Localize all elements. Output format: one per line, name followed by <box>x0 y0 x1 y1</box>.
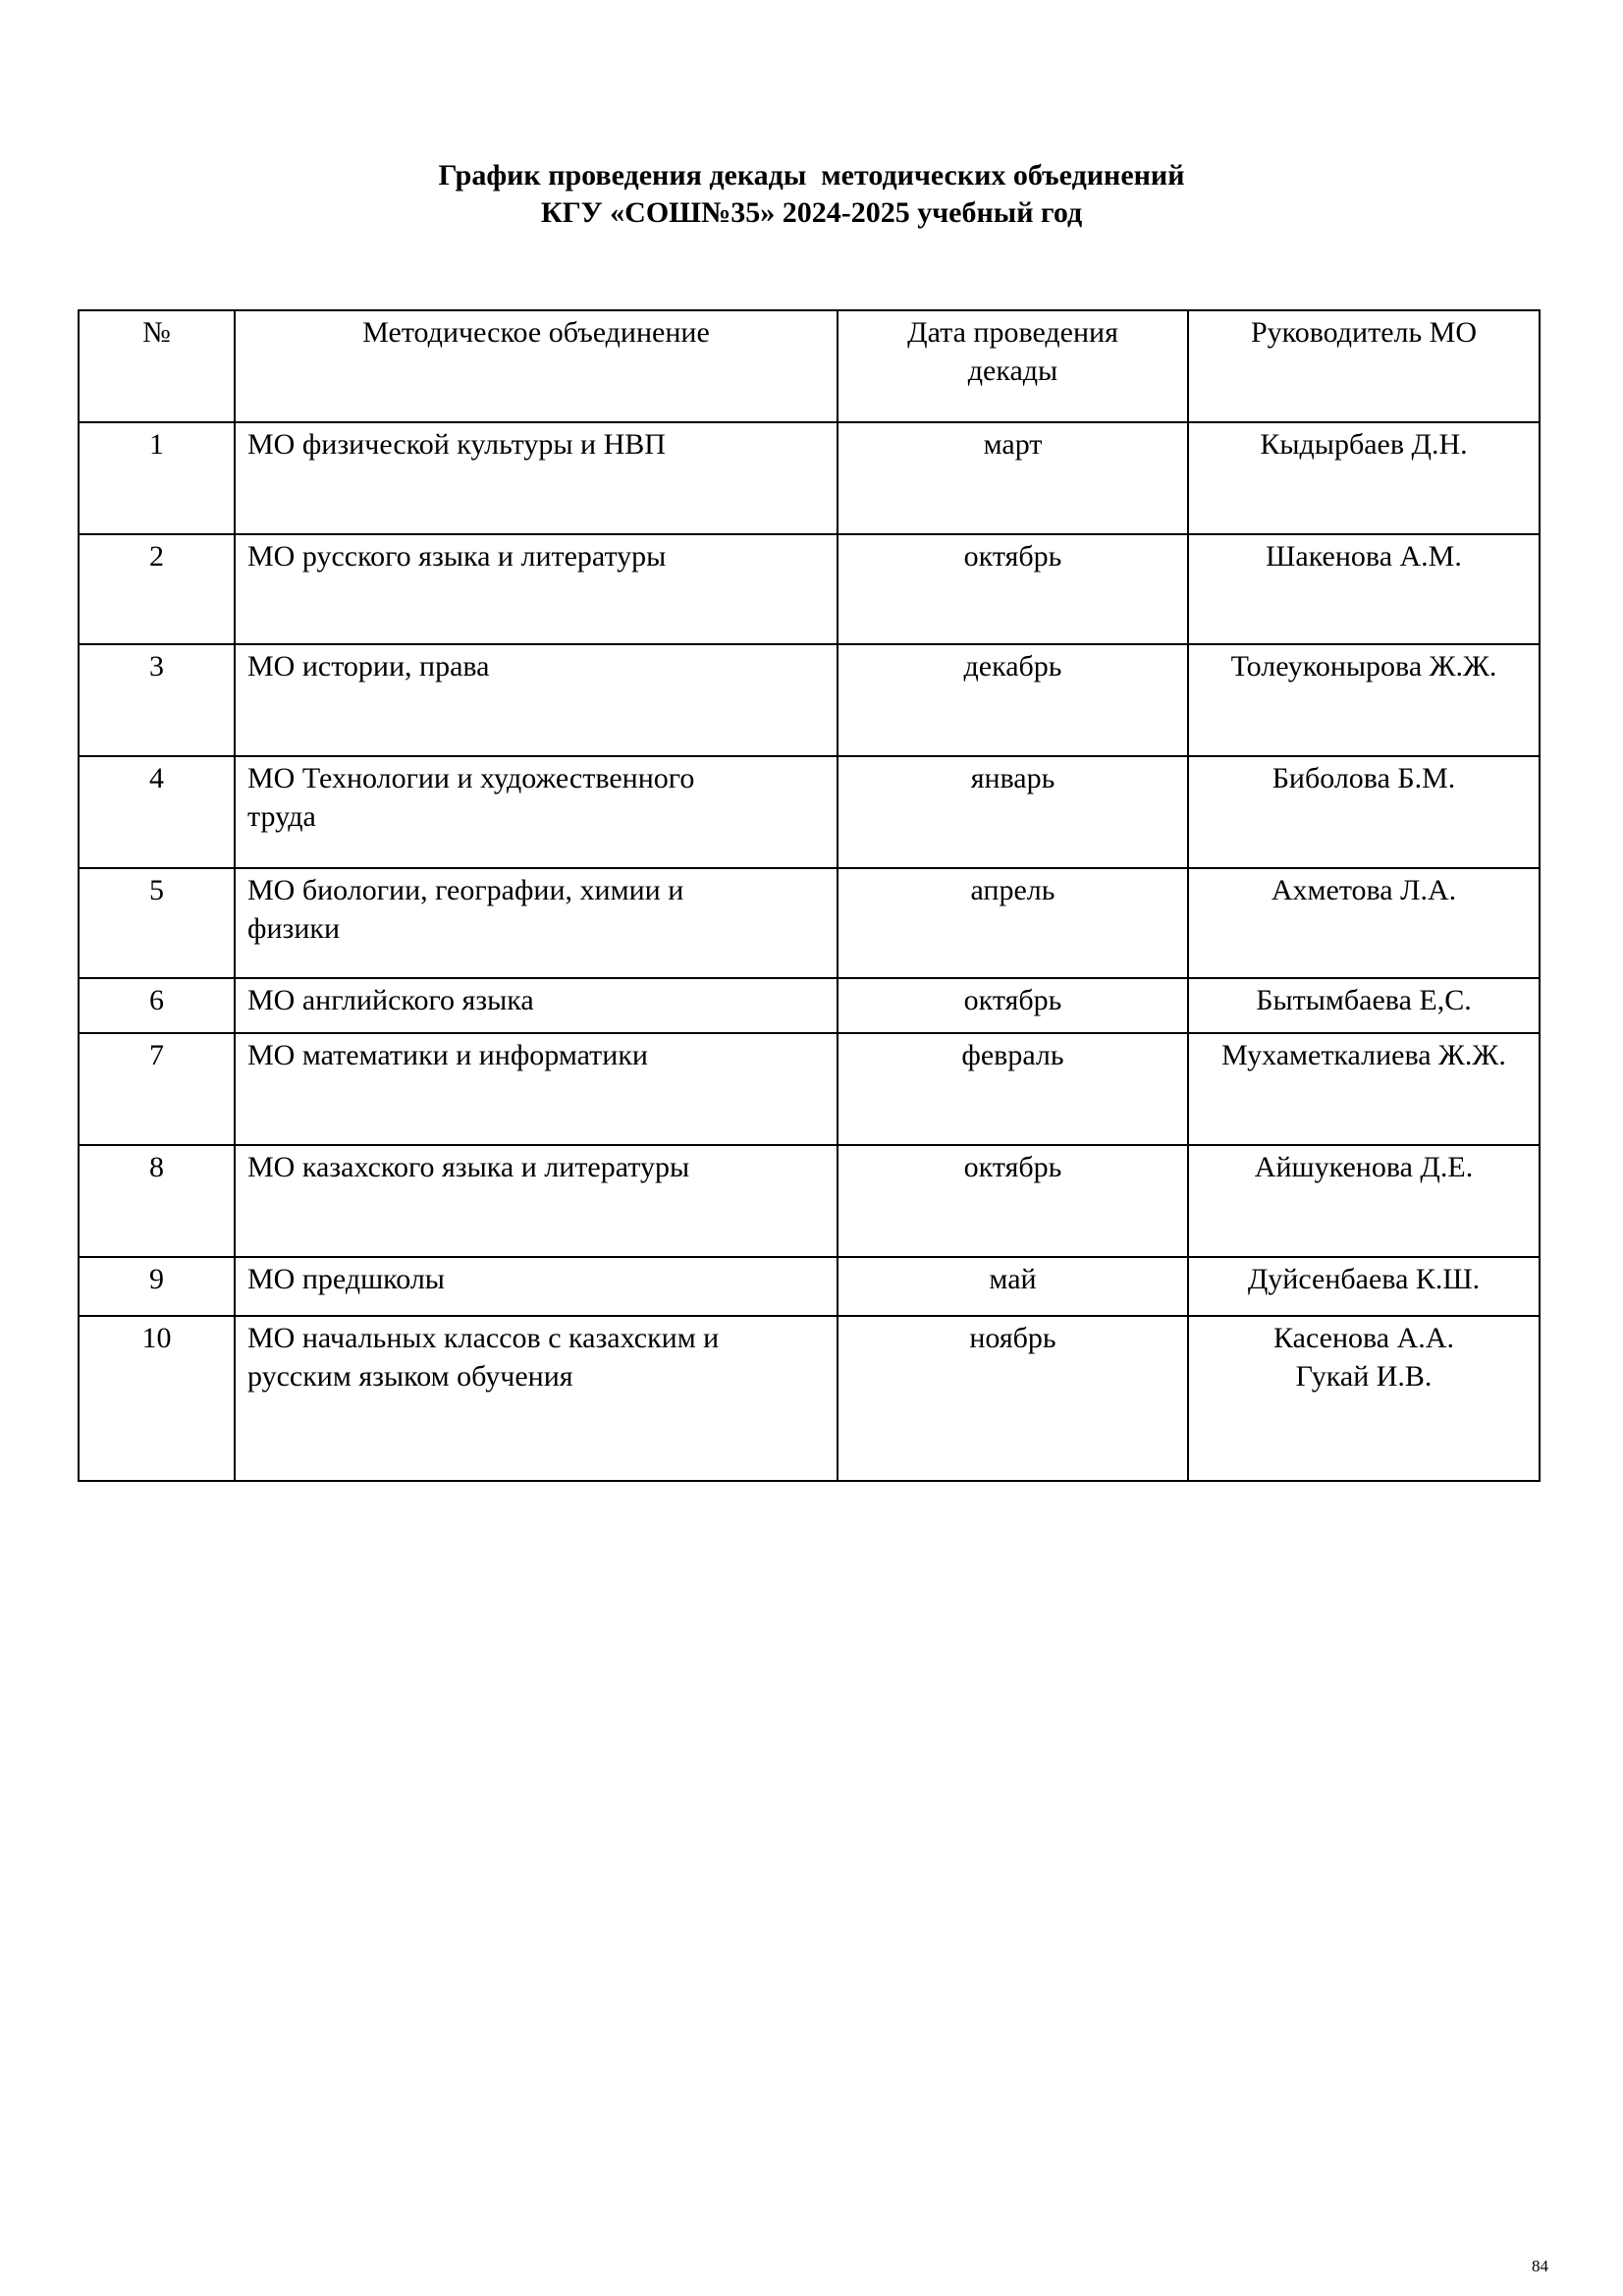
row-decade-date: октябрь <box>838 534 1188 644</box>
header-head-of-association: Руководитель МО <box>1188 310 1540 422</box>
row-decade-date: ноябрь <box>838 1316 1188 1481</box>
table-row <box>79 1145 1540 1257</box>
row-number: 2 <box>79 534 235 644</box>
table-row <box>79 1316 1540 1481</box>
row-methodical-association: МО биологии, географии, химии и физики <box>235 868 838 978</box>
head-name: Кыдырбаев Д.Н. <box>1260 428 1468 461</box>
row-head-of-association <box>1188 1033 1540 1145</box>
row-head-of-association <box>1188 756 1540 868</box>
row-number: 5 <box>79 868 235 978</box>
row-methodical-association: МО предшколы <box>235 1257 838 1316</box>
table-row <box>79 756 1540 868</box>
page-number: 84 <box>1532 2257 1548 2275</box>
document-title <box>0 157 1623 232</box>
row-number: 7 <box>79 1033 235 1145</box>
row-number: 3 <box>79 644 235 756</box>
row-decade-date: февраль <box>838 1033 1188 1145</box>
row-methodical-association: МО казахского языка и литературы <box>235 1145 838 1257</box>
header-number: № <box>79 310 235 422</box>
row-methodical-association: МО английского языка <box>235 978 838 1033</box>
table-row <box>79 534 1540 644</box>
head-name: Мухаметкалиева Ж.Ж. <box>1221 1039 1506 1071</box>
row-methodical-association: МО русского языка и литературы <box>235 534 838 644</box>
row-head-of-association <box>1188 644 1540 756</box>
row-methodical-association: МО начальных классов с казахским и русским языком обучения <box>235 1316 838 1481</box>
table-body <box>79 422 1540 1481</box>
row-head-of-association <box>1188 422 1540 534</box>
row-head-of-association <box>1188 1145 1540 1257</box>
table-row <box>79 422 1540 534</box>
row-decade-date: май <box>838 1257 1188 1316</box>
row-head-of-association <box>1188 978 1540 1033</box>
row-methodical-association: МО Технологии и художественного труда <box>235 756 838 868</box>
table-header-row <box>79 310 1540 422</box>
row-decade-date: апрель <box>838 868 1188 978</box>
head-name: Шакенова А.М. <box>1266 540 1462 573</box>
row-methodical-association: МО физической культуры и НВП <box>235 422 838 534</box>
row-methodical-association: МО математики и информатики <box>235 1033 838 1145</box>
row-decade-date: октябрь <box>838 978 1188 1033</box>
row-number: 1 <box>79 422 235 534</box>
head-name: Биболова Б.М. <box>1271 762 1456 794</box>
row-head-of-association <box>1188 1316 1540 1481</box>
row-decade-date: декабрь <box>838 644 1188 756</box>
row-head-of-association <box>1188 1257 1540 1316</box>
row-number: 6 <box>79 978 235 1033</box>
head-name: Ахметова Л.А. <box>1271 874 1457 906</box>
head-name: Айшукенова Д.Е. <box>1254 1151 1474 1183</box>
head-name: Дуйсенбаева К.Ш. <box>1247 1263 1481 1295</box>
head-name: Касенова А.А. <box>1273 1322 1454 1354</box>
head-name: Бытымбаева Е,С. <box>1256 984 1472 1016</box>
table-row <box>79 1033 1540 1145</box>
row-decade-date: октябрь <box>838 1145 1188 1257</box>
row-methodical-association: МО истории, права <box>235 644 838 756</box>
row-number: 9 <box>79 1257 235 1316</box>
row-decade-date: март <box>838 422 1188 534</box>
table-row <box>79 644 1540 756</box>
table-row <box>79 1257 1540 1316</box>
table-row <box>79 978 1540 1033</box>
table-row <box>79 868 1540 978</box>
schedule-table <box>78 309 1541 1482</box>
header-methodical-association: Методическое объединение <box>235 310 838 422</box>
row-head-of-association <box>1188 534 1540 644</box>
row-number: 8 <box>79 1145 235 1257</box>
row-decade-date: январь <box>838 756 1188 868</box>
title-line-2: КГУ «СОШ№35» 2024-2025 учебный год <box>540 196 1083 229</box>
row-number: 10 <box>79 1316 235 1481</box>
row-head-of-association <box>1188 868 1540 978</box>
head-name: Толеуконырова Ж.Ж. <box>1230 650 1497 683</box>
row-number: 4 <box>79 756 235 868</box>
head-name: Гукай И.В. <box>1295 1360 1433 1393</box>
title-line-1: График проведения декады методических объединений <box>438 159 1185 191</box>
header-decade-date: Дата проведения декады <box>838 310 1188 422</box>
